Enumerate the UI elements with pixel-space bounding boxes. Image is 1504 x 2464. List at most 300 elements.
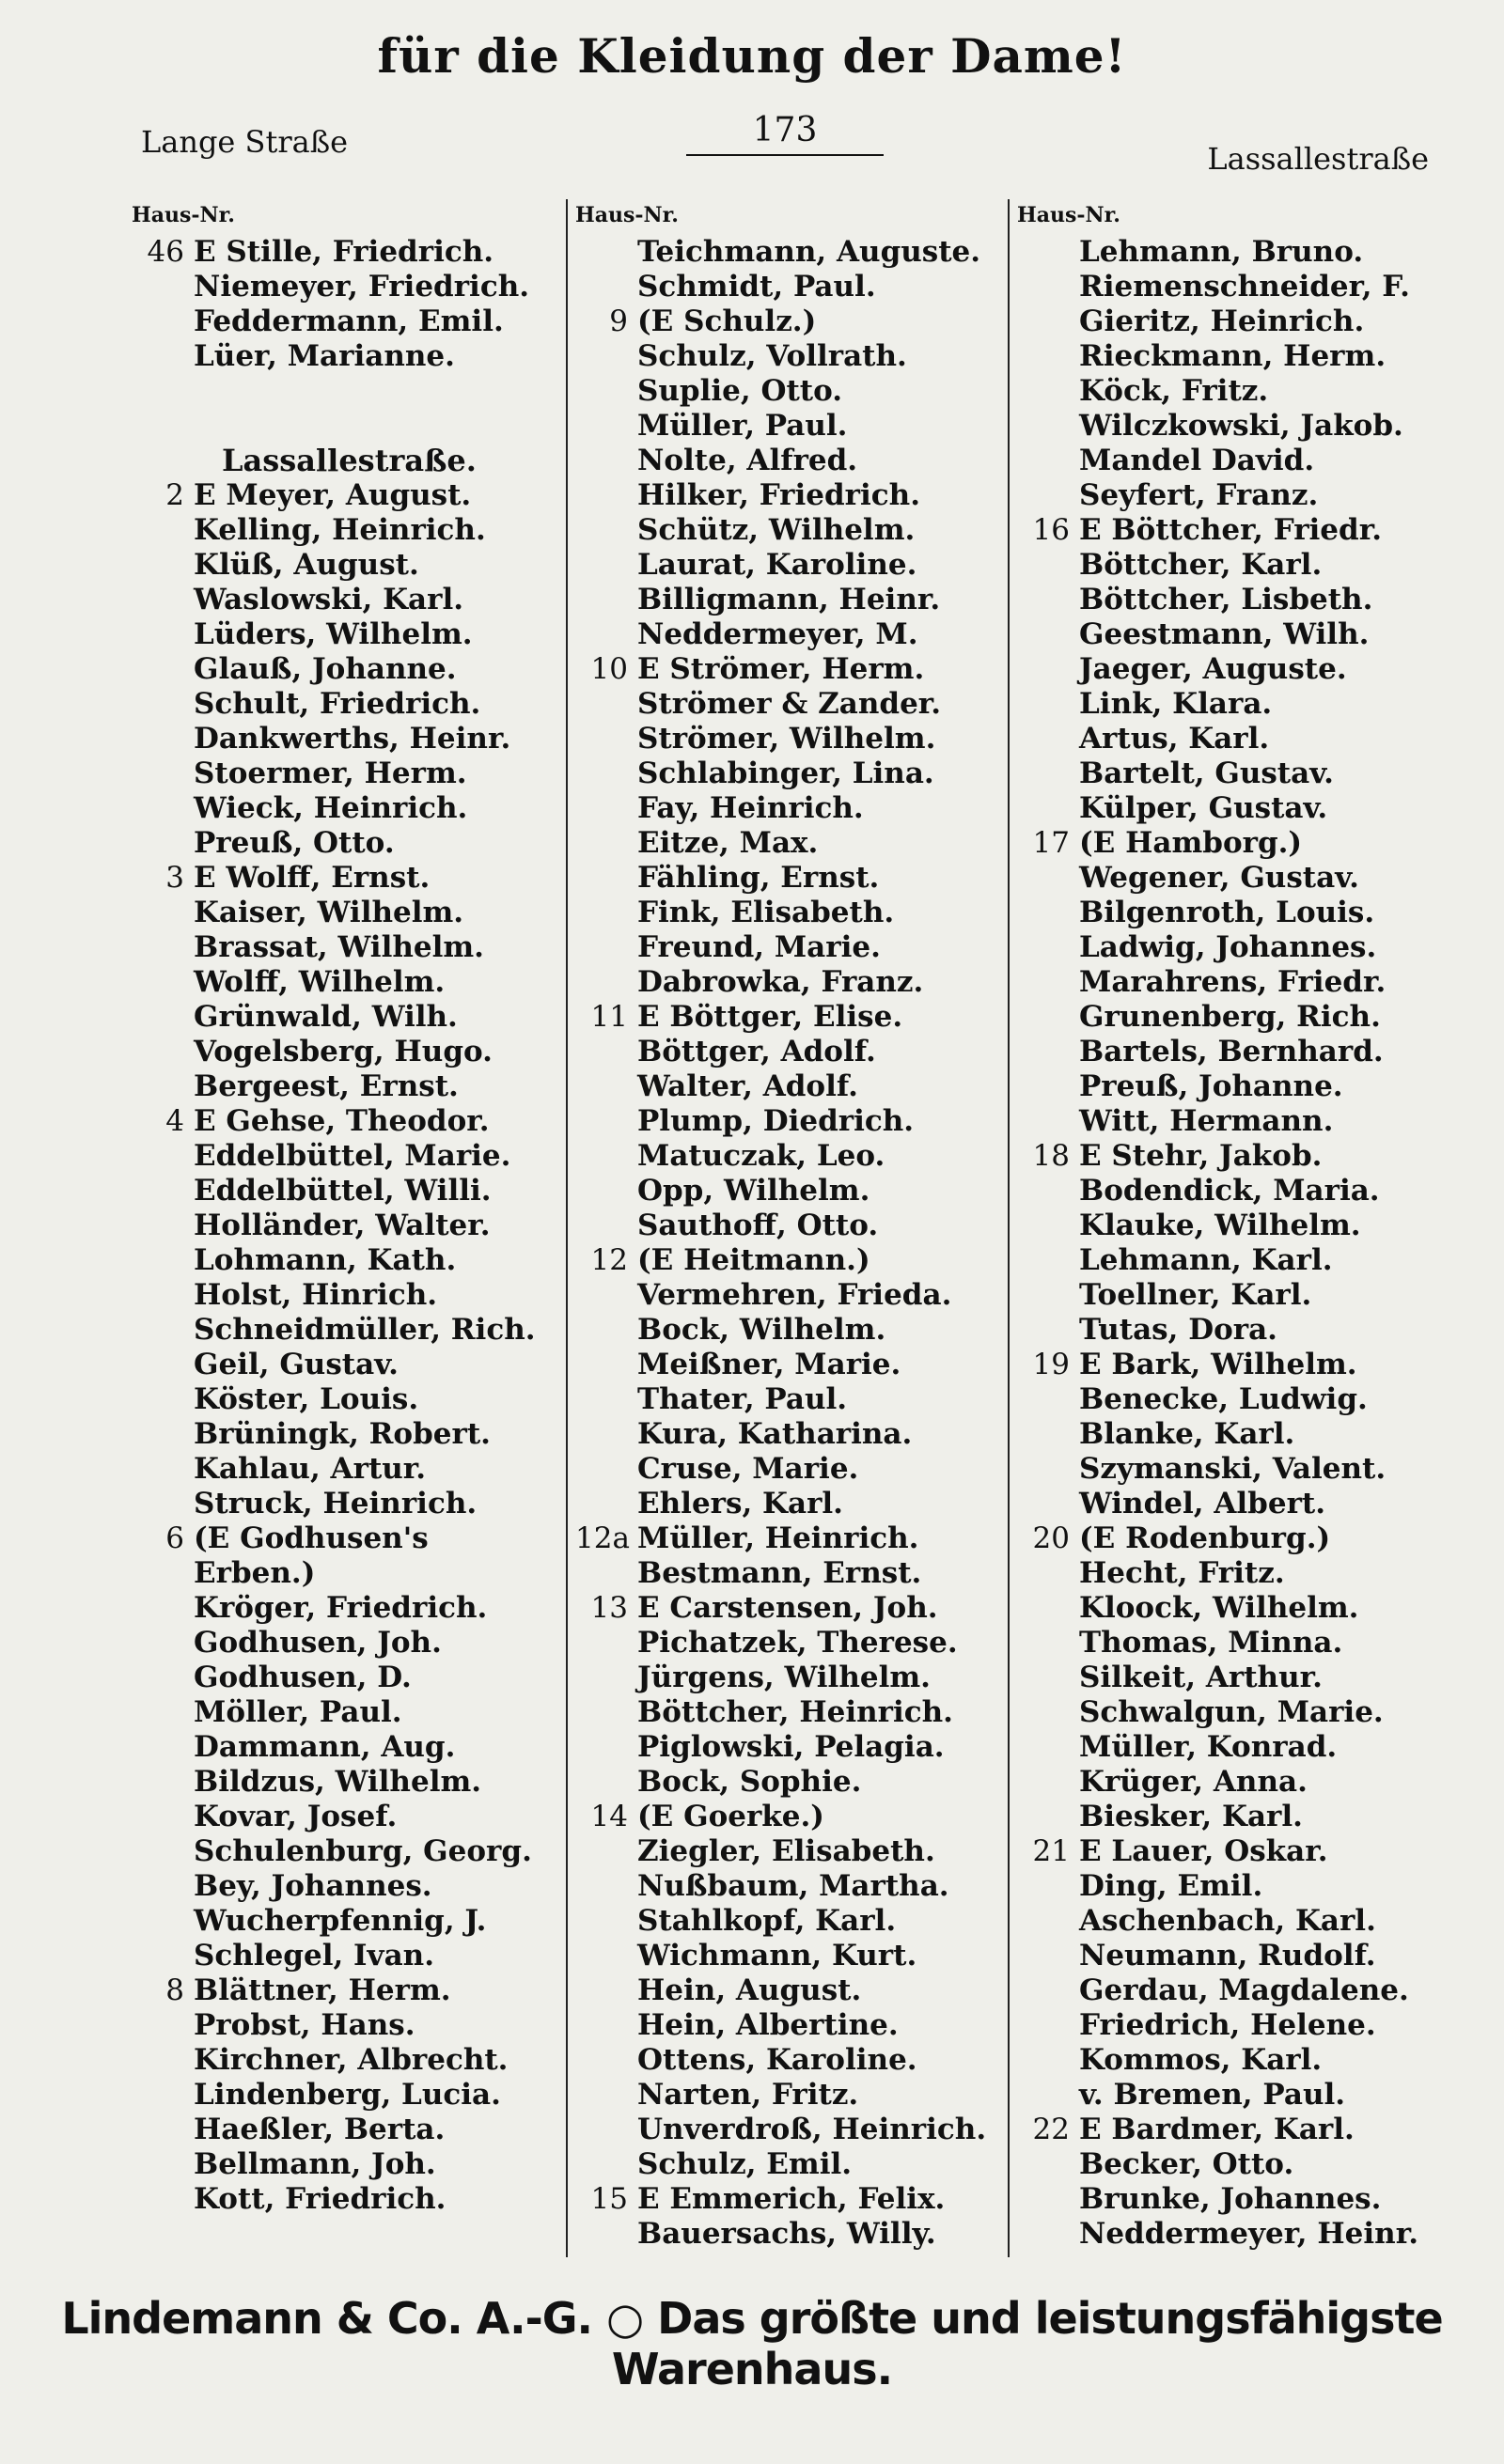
directory-entry — [1017, 1348, 1459, 1382]
directory-entry — [575, 1556, 1003, 1591]
directory-entry — [132, 756, 559, 791]
directory-entry — [132, 1765, 559, 1800]
directory-entry — [132, 1626, 559, 1661]
resident-name: Meißner, Marie. — [637, 1348, 901, 1381]
house-number: 21 — [1032, 1834, 1070, 1868]
resident-name: Lüer, Marianne. — [194, 339, 455, 373]
directory-entry — [132, 1417, 559, 1452]
resident-name: Bilgenroth, Louis. — [1079, 896, 1375, 929]
resident-name: Erben.) — [194, 1556, 316, 1590]
resident-name: Wilczkowski, Jakob. — [1079, 409, 1403, 443]
resident-name: Toellner, Karl. — [1079, 1278, 1312, 1312]
column-divider — [566, 199, 568, 2257]
resident-name: Lüders, Wilhelm. — [194, 617, 473, 651]
directory-entry — [132, 583, 559, 617]
resident-name: Szymanski, Valent. — [1079, 1452, 1386, 1486]
directory-entry — [132, 1174, 559, 1209]
resident-name: Bergeest, Ernst. — [194, 1069, 459, 1103]
resident-name: Gieritz, Heinrich. — [1079, 304, 1365, 338]
directory-entry — [132, 861, 559, 896]
house-number: 9 — [609, 304, 628, 338]
resident-name: (E Schulz.) — [637, 304, 817, 338]
resident-name: Ziegler, Elisabeth. — [637, 1834, 935, 1868]
directory-entry — [1017, 1313, 1459, 1348]
resident-name: E Meyer, August. — [194, 478, 472, 512]
directory-entry — [132, 687, 559, 722]
directory-entry — [132, 1278, 559, 1313]
entry-list — [575, 235, 1003, 2252]
directory-entry — [575, 1069, 1003, 1104]
street-heading-row — [132, 444, 559, 478]
resident-name: Feddermann, Emil. — [194, 304, 504, 338]
resident-name: Müller, Heinrich. — [637, 1521, 919, 1555]
directory-entry — [575, 444, 1003, 478]
resident-name: Billigmann, Heinr. — [637, 583, 941, 616]
directory-entry — [575, 583, 1003, 617]
directory-entry — [132, 652, 559, 687]
house-number: 10 — [590, 652, 628, 686]
resident-name: Walter, Adolf. — [637, 1069, 858, 1103]
resident-name: E Wolff, Ernst. — [194, 861, 431, 895]
directory-entry — [575, 304, 1003, 339]
resident-name: (E Godhusen's — [194, 1521, 429, 1555]
resident-name: Aschenbach, Karl. — [1079, 1904, 1376, 1938]
directory-entry — [575, 374, 1003, 409]
column-divider — [1008, 199, 1010, 2257]
resident-name: Witt, Hermann. — [1079, 1104, 1334, 1138]
directory-entry — [132, 1695, 559, 1730]
resident-name: Kirchner, Albrecht. — [194, 2043, 509, 2077]
directory-entry — [1017, 1278, 1459, 1313]
resident-name: Pichatzek, Therese. — [637, 1626, 958, 1660]
directory-entry — [132, 617, 559, 652]
directory-entry — [1017, 1730, 1459, 1765]
resident-name: Köck, Fritz. — [1079, 374, 1269, 408]
page-number: 173 — [752, 111, 818, 149]
directory-column-1 — [132, 195, 559, 2263]
resident-name: Opp, Wilhelm. — [637, 1174, 870, 1208]
directory-entry — [132, 1452, 559, 1487]
resident-name: Lindenberg, Lucia. — [194, 2078, 501, 2112]
directory-entry — [575, 965, 1003, 1000]
resident-name: Hein, August. — [637, 1973, 862, 2007]
directory-entry — [575, 478, 1003, 513]
directory-entry — [575, 687, 1003, 722]
directory-entry — [132, 1313, 559, 1348]
directory-entry — [575, 1800, 1003, 1834]
directory-entry — [132, 826, 559, 861]
house-number: 19 — [1032, 1348, 1070, 1381]
directory-entry — [1017, 722, 1459, 756]
resident-name: E Strömer, Herm. — [637, 652, 925, 686]
directory-entry — [132, 1487, 559, 1521]
directory-entry — [132, 374, 559, 409]
directory-entry — [575, 617, 1003, 652]
directory-entry — [132, 722, 559, 756]
directory-entry — [132, 548, 559, 583]
directory-entry — [132, 1869, 559, 1904]
directory-entry — [1017, 339, 1459, 374]
house-number: 15 — [590, 2182, 628, 2216]
resident-name: E Gehse, Theodor. — [194, 1104, 490, 1138]
resident-name: Gerdau, Magdalene. — [1079, 1973, 1409, 2007]
resident-name: Stahlkopf, Karl. — [637, 1904, 897, 1938]
resident-name: Böttcher, Lisbeth. — [1079, 583, 1373, 616]
directory-entry — [132, 1104, 559, 1139]
column-header — [1017, 195, 1459, 235]
resident-name: Kelling, Heinrich. — [194, 513, 486, 547]
directory-entry — [575, 2078, 1003, 2113]
page-number-rule — [686, 154, 884, 156]
resident-name: Lehmann, Bruno. — [1079, 235, 1364, 269]
resident-name: Kott, Friedrich. — [194, 2182, 446, 2216]
directory-entry — [1017, 896, 1459, 930]
house-number: 3 — [165, 861, 184, 895]
directory-entry — [575, 1000, 1003, 1035]
resident-name: Schneidmüller, Rich. — [194, 1313, 536, 1347]
resident-name: Godhusen, Joh. — [194, 1626, 442, 1660]
entry-list — [1017, 235, 1459, 2252]
house-number: 13 — [590, 1591, 628, 1625]
resident-name: Waslowski, Karl. — [194, 583, 464, 616]
directory-entry — [1017, 2182, 1459, 2217]
directory-entry — [575, 1834, 1003, 1869]
resident-name: Blanke, Karl. — [1079, 1417, 1295, 1451]
resident-name: Fähling, Ernst. — [637, 861, 880, 895]
directory-entry — [1017, 2217, 1459, 2252]
resident-name: Narten, Fritz. — [637, 2078, 859, 2112]
resident-name: Eddelbüttel, Marie. — [194, 1139, 511, 1173]
directory-entry — [1017, 1973, 1459, 2008]
resident-name: Külper, Gustav. — [1079, 791, 1328, 825]
directory-entry — [575, 1904, 1003, 1939]
directory-entry — [575, 1730, 1003, 1765]
resident-name: Seyfert, Franz. — [1079, 478, 1319, 512]
directory-entry — [1017, 1765, 1459, 1800]
column-header — [132, 195, 559, 235]
resident-name: Wichmann, Kurt. — [637, 1939, 917, 1973]
resident-name: Marahrens, Friedr. — [1079, 965, 1386, 999]
house-number: 16 — [1032, 513, 1070, 547]
directory-entry — [132, 2078, 559, 2113]
resident-name: Kahlau, Artur. — [194, 1452, 427, 1486]
directory-entry — [132, 930, 559, 965]
resident-name: E Bardmer, Karl. — [1079, 2113, 1355, 2146]
resident-name: Brunke, Johannes. — [1079, 2182, 1382, 2216]
resident-name: (E Hamborg.) — [1079, 826, 1303, 860]
directory-entry — [1017, 1800, 1459, 1834]
resident-name: Freund, Marie. — [637, 930, 881, 964]
house-number: 6 — [165, 1521, 184, 1555]
resident-name: Fay, Heinrich. — [637, 791, 864, 825]
resident-name: Tutas, Dora. — [1079, 1313, 1277, 1347]
directory-entry — [1017, 1000, 1459, 1035]
directory-entry — [575, 513, 1003, 548]
resident-name: E Stehr, Jakob. — [1079, 1139, 1323, 1173]
resident-name: Schult, Friedrich. — [194, 687, 481, 721]
resident-name: Bock, Sophie. — [637, 1765, 862, 1799]
resident-name: Link, Klara. — [1079, 687, 1273, 721]
directory-entry — [132, 1243, 559, 1278]
column-header-label: Haus-Nr. — [575, 203, 679, 227]
directory-entry — [575, 1973, 1003, 2008]
directory-entry — [575, 409, 1003, 444]
directory-entry — [1017, 1104, 1459, 1139]
resident-name: Struck, Heinrich. — [194, 1487, 478, 1521]
directory-entry — [575, 861, 1003, 896]
resident-name: Nußbaum, Martha. — [637, 1869, 949, 1903]
resident-name: Fink, Elisabeth. — [637, 896, 895, 929]
resident-name: Artus, Karl. — [1079, 722, 1270, 756]
resident-name: Ding, Emil. — [1079, 1869, 1263, 1903]
resident-name: Friedrich, Helene. — [1079, 2008, 1376, 2042]
directory-entry — [1017, 1661, 1459, 1695]
resident-name: Holst, Hinrich. — [194, 1278, 438, 1312]
resident-name: Schwalgun, Marie. — [1079, 1695, 1384, 1729]
resident-name: E Stille, Friedrich. — [194, 235, 494, 269]
directory-entry — [1017, 444, 1459, 478]
directory-entry — [575, 791, 1003, 826]
resident-name: Kloock, Wilhelm. — [1079, 1591, 1359, 1625]
directory-entry — [132, 965, 559, 1000]
directory-entry — [575, 1313, 1003, 1348]
resident-name: Vogelsberg, Hugo. — [194, 1035, 493, 1068]
directory-entry — [1017, 513, 1459, 548]
resident-name: Laurat, Karoline. — [637, 548, 917, 582]
resident-name: E Böttcher, Friedr. — [1079, 513, 1382, 547]
resident-name: Schulenburg, Georg. — [194, 1834, 532, 1868]
column-header-label: Haus-Nr. — [132, 203, 235, 227]
directory-entry — [1017, 617, 1459, 652]
directory-entry — [575, 1035, 1003, 1069]
resident-name: Thomas, Minna. — [1079, 1626, 1343, 1660]
resident-name: Neddermeyer, M. — [637, 617, 918, 651]
directory-entry — [132, 1000, 559, 1035]
directory-entry — [575, 1417, 1003, 1452]
directory-entry — [132, 1521, 559, 1556]
resident-name: Thater, Paul. — [637, 1382, 848, 1416]
directory-entry — [575, 1209, 1003, 1243]
resident-name: Cruse, Marie. — [637, 1452, 859, 1486]
resident-name: Godhusen, D. — [194, 1661, 412, 1694]
resident-name: Nolte, Alfred. — [637, 444, 858, 477]
resident-name: Brassat, Wilhelm. — [194, 930, 484, 964]
directory-entry — [1017, 930, 1459, 965]
directory-entry — [132, 1382, 559, 1417]
resident-name: Rieckmann, Herm. — [1079, 339, 1386, 373]
directory-entry — [1017, 1452, 1459, 1487]
resident-name: Lehmann, Karl. — [1079, 1243, 1333, 1277]
directory-entry — [575, 652, 1003, 687]
directory-entry — [575, 1765, 1003, 1800]
house-number: 18 — [1032, 1139, 1070, 1173]
resident-name: Sauthoff, Otto. — [637, 1209, 879, 1242]
house-number: 14 — [590, 1800, 628, 1833]
directory-entry — [575, 1104, 1003, 1139]
directory-column-3 — [1017, 195, 1459, 2263]
directory-entry — [575, 896, 1003, 930]
directory-entry — [132, 409, 559, 444]
directory-entry — [132, 304, 559, 339]
directory-entry — [575, 1869, 1003, 1904]
directory-entry — [1017, 1521, 1459, 1556]
house-number: 22 — [1032, 2113, 1070, 2146]
resident-name: (E Rodenburg.) — [1079, 1521, 1331, 1555]
house-number: 46 — [147, 235, 184, 269]
resident-name: Plump, Diedrich. — [637, 1104, 915, 1138]
directory-entry — [575, 270, 1003, 304]
directory-entry — [132, 1973, 559, 2008]
resident-name: Bestmann, Ernst. — [637, 1556, 922, 1590]
directory-entry — [575, 2008, 1003, 2043]
resident-name: E Emmerich, Felix. — [637, 2182, 946, 2216]
resident-name: Hein, Albertine. — [637, 2008, 899, 2042]
top-advertisement: für die Kleidung der Dame! — [377, 28, 1127, 84]
resident-name: Biesker, Karl. — [1079, 1800, 1303, 1833]
resident-name: Bock, Wilhelm. — [637, 1313, 886, 1347]
resident-name: Matuczak, Leo. — [637, 1139, 885, 1173]
resident-name: Bartelt, Gustav. — [1079, 756, 1334, 790]
directory-entry — [1017, 965, 1459, 1000]
resident-name: Jürgens, Wilhelm. — [637, 1661, 931, 1694]
directory-entry — [132, 1730, 559, 1765]
resident-name: Bodendick, Maria. — [1079, 1174, 1380, 1208]
house-number: 12 — [590, 1243, 628, 1277]
resident-name: Grünwald, Wilh. — [194, 1000, 458, 1034]
directory-entry — [1017, 1487, 1459, 1521]
directory-entry — [1017, 2078, 1459, 2113]
directory-entry — [132, 1939, 559, 1973]
resident-name: Wegener, Gustav. — [1079, 861, 1359, 895]
directory-entry — [1017, 2043, 1459, 2078]
resident-name: Böttger, Adolf. — [637, 1035, 876, 1068]
directory-entry — [1017, 652, 1459, 687]
directory-entry — [575, 1521, 1003, 1556]
resident-name: Unverdroß, Heinrich. — [637, 2113, 987, 2146]
directory-entry — [132, 1661, 559, 1695]
directory-entry — [132, 1209, 559, 1243]
directory-entry — [132, 270, 559, 304]
resident-name: Strömer, Wilhelm. — [637, 722, 936, 756]
column-header-label: Haus-Nr. — [1017, 203, 1120, 227]
house-number: 12a — [575, 1521, 630, 1555]
directory-entry — [132, 2008, 559, 2043]
entry-list — [132, 235, 559, 2217]
directory-entry — [1017, 1834, 1459, 1869]
directory-entry — [1017, 1695, 1459, 1730]
house-number: 17 — [1032, 826, 1070, 860]
resident-name: Bartels, Bernhard. — [1079, 1035, 1384, 1068]
directory-entry — [575, 1661, 1003, 1695]
directory-entry — [575, 930, 1003, 965]
directory-entry — [132, 1556, 559, 1591]
directory-entry — [1017, 270, 1459, 304]
directory-entry — [132, 1069, 559, 1104]
resident-name: Eitze, Max. — [637, 826, 819, 860]
directory-entry — [132, 1904, 559, 1939]
directory-entry — [1017, 548, 1459, 583]
resident-name: Böttcher, Heinrich. — [637, 1695, 953, 1729]
resident-name: Klauke, Wilhelm. — [1079, 1209, 1361, 1242]
directory-entry — [575, 1382, 1003, 1417]
directory-entry — [575, 756, 1003, 791]
directory-entry — [1017, 1904, 1459, 1939]
resident-name: Bey, Johannes. — [194, 1869, 432, 1903]
resident-name: Schulz, Vollrath. — [637, 339, 907, 373]
directory-entry — [132, 235, 559, 270]
directory-entry — [1017, 2147, 1459, 2182]
directory-entry — [575, 2043, 1003, 2078]
bottom-advertisement: Lindemann & Co. A.-G. ○ Das größte und leistungsfähigste Warenhaus. — [61, 2293, 1443, 2394]
directory-entry — [1017, 1556, 1459, 1591]
resident-name: Eddelbüttel, Willi. — [194, 1174, 492, 1208]
resident-name: Ottens, Karoline. — [637, 2043, 917, 2077]
resident-name: Niemeyer, Friedrich. — [194, 270, 530, 304]
house-number: 4 — [165, 1104, 184, 1138]
directory-entry — [1017, 791, 1459, 826]
directory-entry — [575, 548, 1003, 583]
house-number: 8 — [165, 1973, 184, 2007]
directory-entry — [1017, 1382, 1459, 1417]
directory-entry — [575, 1939, 1003, 1973]
directory-entry — [575, 1452, 1003, 1487]
directory-entry — [1017, 409, 1459, 444]
directory-entry — [132, 513, 559, 548]
resident-name: Schlegel, Ivan. — [194, 1939, 434, 1973]
directory-entry — [575, 826, 1003, 861]
directory-entry — [132, 2147, 559, 2182]
resident-name: Benecke, Ludwig. — [1079, 1382, 1368, 1416]
resident-name: Wolff, Wilhelm. — [194, 965, 446, 999]
resident-name: Holländer, Walter. — [194, 1209, 491, 1242]
resident-name: Köster, Louis. — [194, 1382, 419, 1416]
resident-name: Stoermer, Herm. — [194, 756, 467, 790]
resident-name: Möller, Paul. — [194, 1695, 402, 1729]
directory-entry — [575, 1348, 1003, 1382]
directory-entry — [575, 1626, 1003, 1661]
resident-name: Müller, Paul. — [637, 409, 848, 443]
directory-entry — [1017, 1591, 1459, 1626]
resident-name: Bildzus, Wilhelm. — [194, 1765, 482, 1799]
resident-name: Geil, Gustav. — [194, 1348, 399, 1381]
directory-entry — [1017, 583, 1459, 617]
resident-name: Krüger, Anna. — [1079, 1765, 1308, 1799]
directory-entry — [132, 2182, 559, 2217]
directory-entry — [1017, 304, 1459, 339]
resident-name: Hilker, Friedrich. — [637, 478, 920, 512]
directory-entry — [1017, 1626, 1459, 1661]
directory-entry — [1017, 687, 1459, 722]
street-heading: Lassallestraße. — [222, 443, 477, 478]
resident-name: Preuß, Otto. — [194, 826, 395, 860]
directory-entry — [1017, 1209, 1459, 1243]
directory-column-2 — [575, 195, 1003, 2263]
resident-name: Müller, Konrad. — [1079, 1730, 1338, 1764]
house-number: 20 — [1032, 1521, 1070, 1555]
resident-name: Blättner, Herm. — [194, 1973, 451, 2007]
directory-entry — [132, 1348, 559, 1382]
resident-name: Hecht, Fritz. — [1079, 1556, 1285, 1590]
resident-name: Kommos, Karl. — [1079, 2043, 1323, 2077]
resident-name: Dammann, Aug. — [194, 1730, 456, 1764]
resident-name: Riemenschneider, F. — [1079, 270, 1410, 304]
street-name-left: Lange Straße — [141, 124, 348, 160]
directory-entry — [1017, 756, 1459, 791]
directory-entry — [1017, 478, 1459, 513]
directory-entry — [575, 2147, 1003, 2182]
directory-entry — [1017, 1139, 1459, 1174]
resident-name: Kovar, Josef. — [194, 1800, 398, 1833]
